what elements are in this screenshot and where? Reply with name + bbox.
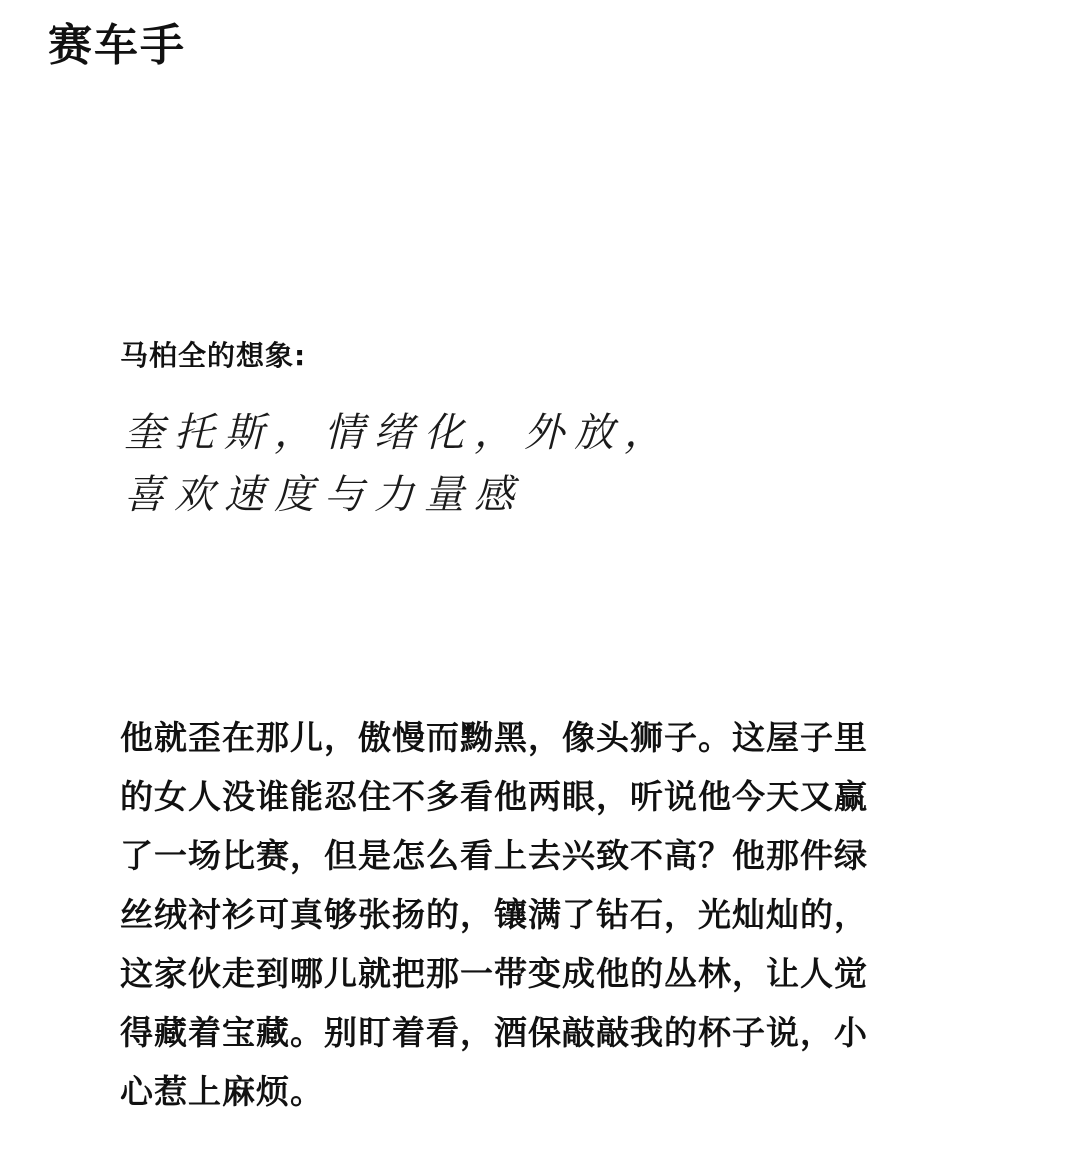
body-line: 了一场比赛，但是怎么看上去兴致不高？他那件绿	[120, 836, 868, 875]
body-line: 丝绒衬衫可真够张扬的，镶满了钻石，光灿灿的，	[120, 895, 868, 934]
body-line: 他就歪在那儿，傲慢而黝黑，像头狮子。这屋子里	[120, 718, 868, 757]
page-title: 赛车手	[48, 20, 186, 71]
body-line: 这家伙走到哪儿就把那一带变成他的丛林，让人觉	[120, 954, 868, 993]
body-line: 得藏着宝藏。别盯着看，酒保敲敲我的杯子说，小	[120, 1013, 868, 1052]
body-line: 的女人没谁能忍住不多看他两眼，听说他今天又赢	[120, 777, 868, 816]
body-paragraph	[120, 708, 970, 1121]
handwritten-note	[124, 402, 674, 526]
handwritten-line: 喜欢速度与力量感	[124, 472, 524, 518]
handwritten-line: 奎托斯，情绪化，外放，	[124, 410, 674, 456]
body-line: 心惹上麻烦。	[120, 1072, 324, 1111]
section-label: 马柏全的想象:	[120, 339, 307, 372]
